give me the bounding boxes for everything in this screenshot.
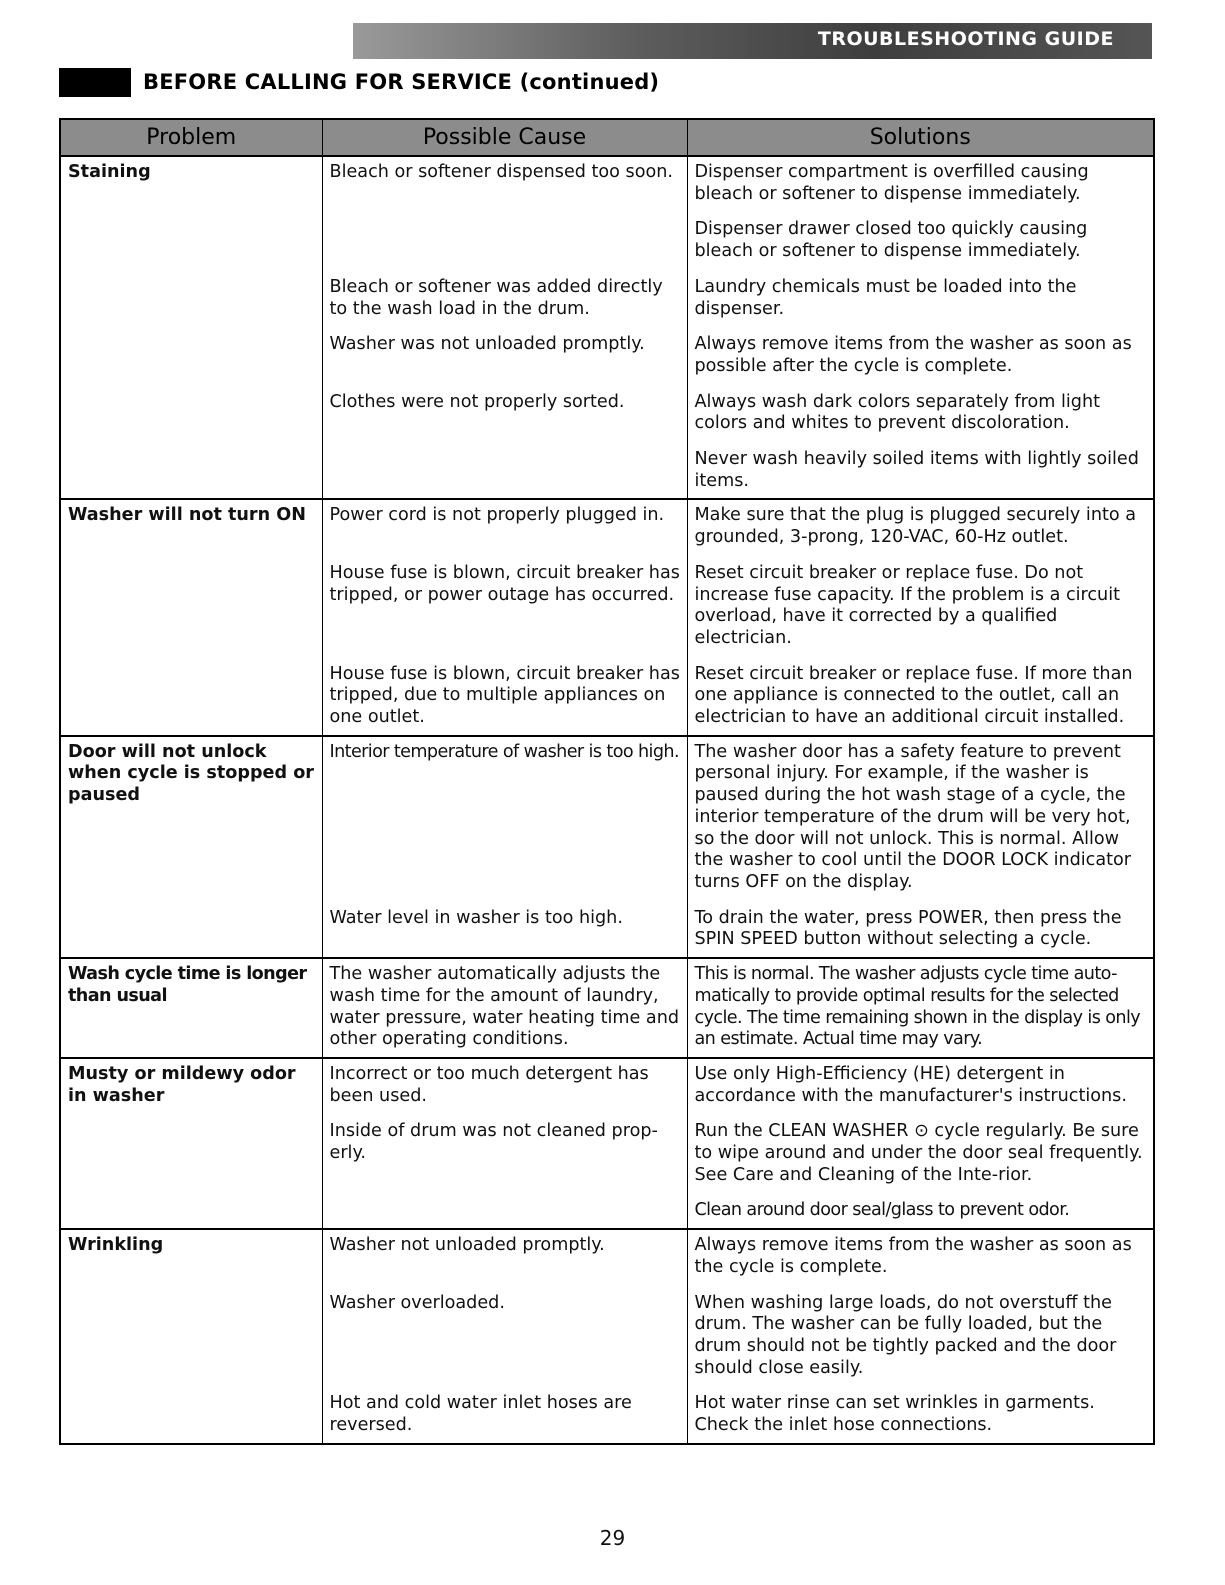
column-header-problem: Problem	[60, 119, 322, 156]
table-row	[60, 736, 1154, 894]
problem-cell	[60, 378, 322, 435]
cause-cell	[322, 435, 687, 499]
solution-cell: Reset circuit breaker or replace fuse. Do not increase fuse capacity. If the problem is a circuit overload, have it corrected by a qualified electrician.	[687, 549, 1154, 650]
table-row	[60, 1229, 1154, 1278]
solution-cell: Reset circuit breaker or replace fuse. If more than one appliance is connected to the outlet, call an electrician to have an additional circuit installed.	[687, 650, 1154, 736]
solution-cell: Always wash dark colors separately from light colors and whites to prevent discoloration.	[687, 378, 1154, 435]
table-row	[60, 894, 1154, 958]
solution-cell: The washer door has a safety feature to prevent personal injury. For example, if the washer is paused during the hot wash stage of a cycle, the interior temperature of the drum will be very hot, so the door will not unlock. This is normal. Allow the washer to cool until the DOOR LOCK indicator turns OFF on the display.	[687, 736, 1154, 894]
table-row	[60, 549, 1154, 650]
table-row	[60, 205, 1154, 262]
column-header-solutions: Solutions	[687, 119, 1154, 156]
table-row	[60, 263, 1154, 320]
problem-cell	[60, 650, 322, 736]
table-header-row	[60, 119, 1154, 156]
cause-cell: Washer was not unloaded promptly.	[322, 320, 687, 377]
solution-cell: Always remove items from the washer as soon as the cycle is complete.	[687, 1229, 1154, 1278]
cause-cell: Interior temperature of washer is too high.	[322, 736, 687, 894]
table-row	[60, 1279, 1154, 1380]
solution-cell: Clean around door seal/glass to prevent odor.	[687, 1186, 1154, 1229]
problem-cell	[60, 263, 322, 320]
problem-cell	[60, 894, 322, 958]
problem-cell	[60, 435, 322, 499]
page-title: BEFORE CALLING FOR SERVICE (continued)	[143, 70, 660, 94]
table-row	[60, 958, 1154, 1058]
problem-cell	[60, 205, 322, 262]
column-header-cause: Possible Cause	[322, 119, 687, 156]
solution-cell: This is normal. The washer adjusts cycle time auto-matically to provide optimal results for the selected cycle. The time remaining shown in the display is only an estimate. Actual time may vary.	[687, 958, 1154, 1058]
table-row	[60, 1058, 1154, 1107]
cause-cell: Washer overloaded.	[322, 1279, 687, 1380]
banner-title: TROUBLESHOOTING GUIDE	[817, 28, 1114, 50]
table-row	[60, 435, 1154, 499]
problem-cell	[60, 1279, 322, 1380]
cause-cell: The washer automatically adjusts the wash time for the amount of laundry, water pressure, water heating time and other operating conditions.	[322, 958, 687, 1058]
solution-cell: When washing large loads, do not overstuff the drum. The washer can be fully loaded, but the drum should not be tightly packed and the door should close easily.	[687, 1279, 1154, 1380]
cause-cell: Power cord is not properly plugged in.	[322, 499, 687, 548]
problem-cell: Washer will not turn ON	[60, 499, 322, 548]
cause-cell: Water level in washer is too high.	[322, 894, 687, 958]
solution-cell: Always remove items from the washer as soon as possible after the cycle is complete.	[687, 320, 1154, 377]
solution-cell: Never wash heavily soiled items with lightly soiled items.	[687, 435, 1154, 499]
problem-cell: Door will not unlock when cycle is stopped or paused	[60, 736, 322, 894]
cause-cell: House fuse is blown, circuit breaker has tripped, due to multiple appliances on one outlet.	[322, 650, 687, 736]
cause-cell: Washer not unloaded promptly.	[322, 1229, 687, 1278]
cause-cell: Bleach or softener dispensed too soon.	[322, 156, 687, 205]
problem-cell	[60, 549, 322, 650]
cause-cell: Hot and cold water inlet hoses are reversed.	[322, 1379, 687, 1443]
solution-cell: Laundry chemicals must be loaded into the dispenser.	[687, 263, 1154, 320]
solution-cell: Make sure that the plug is plugged securely into a grounded, 3-prong, 120-VAC, 60-Hz outlet.	[687, 499, 1154, 548]
table-row	[60, 650, 1154, 736]
problem-cell	[60, 1379, 322, 1443]
problem-cell: Wash cycle time is longer than usual	[60, 958, 322, 1058]
problem-cell	[60, 1107, 322, 1186]
solution-cell: Use only High-Efficiency (HE) detergent in accordance with the manufacturer's instructions.	[687, 1058, 1154, 1107]
section-heading	[59, 67, 659, 97]
page-number: 29	[599, 1526, 626, 1550]
problem-cell	[60, 1186, 322, 1229]
problem-cell: Wrinkling	[60, 1229, 322, 1278]
problem-cell: Musty or mildewy odor in washer	[60, 1058, 322, 1107]
heading-marker	[59, 68, 131, 97]
solution-cell: Run the CLEAN WASHER ⊙ cycle regularly. Be sure to wipe around and under the door seal frequently. See Care and Cleaning of the Inte-rior.	[687, 1107, 1154, 1186]
table-row	[60, 499, 1154, 548]
table-row	[60, 320, 1154, 377]
solution-cell: To drain the water, press POWER, then press the SPIN SPEED button without selecting a cycle.	[687, 894, 1154, 958]
cause-cell	[322, 205, 687, 262]
section-banner	[353, 23, 1152, 59]
problem-cell: Staining	[60, 156, 322, 205]
cause-cell: Clothes were not properly sorted.	[322, 378, 687, 435]
table-row	[60, 378, 1154, 435]
cause-cell: Bleach or softener was added directly to the wash load in the drum.	[322, 263, 687, 320]
table-row	[60, 1379, 1154, 1443]
troubleshooting-table	[59, 118, 1155, 1445]
solution-cell: Dispenser compartment is overfilled causing bleach or softener to dispense immediately.	[687, 156, 1154, 205]
cause-cell	[322, 1186, 687, 1229]
cause-cell: Inside of drum was not cleaned prop-erly.	[322, 1107, 687, 1186]
problem-cell	[60, 320, 322, 377]
solution-cell: Hot water rinse can set wrinkles in garments. Check the inlet hose connections.	[687, 1379, 1154, 1443]
cause-cell: House fuse is blown, circuit breaker has tripped, or power outage has occurred.	[322, 549, 687, 650]
table-row	[60, 1186, 1154, 1229]
solution-cell: Dispenser drawer closed too quickly causing bleach or softener to dispense immediately.	[687, 205, 1154, 262]
table-row	[60, 1107, 1154, 1186]
table-row	[60, 156, 1154, 205]
cause-cell: Incorrect or too much detergent has been used.	[322, 1058, 687, 1107]
